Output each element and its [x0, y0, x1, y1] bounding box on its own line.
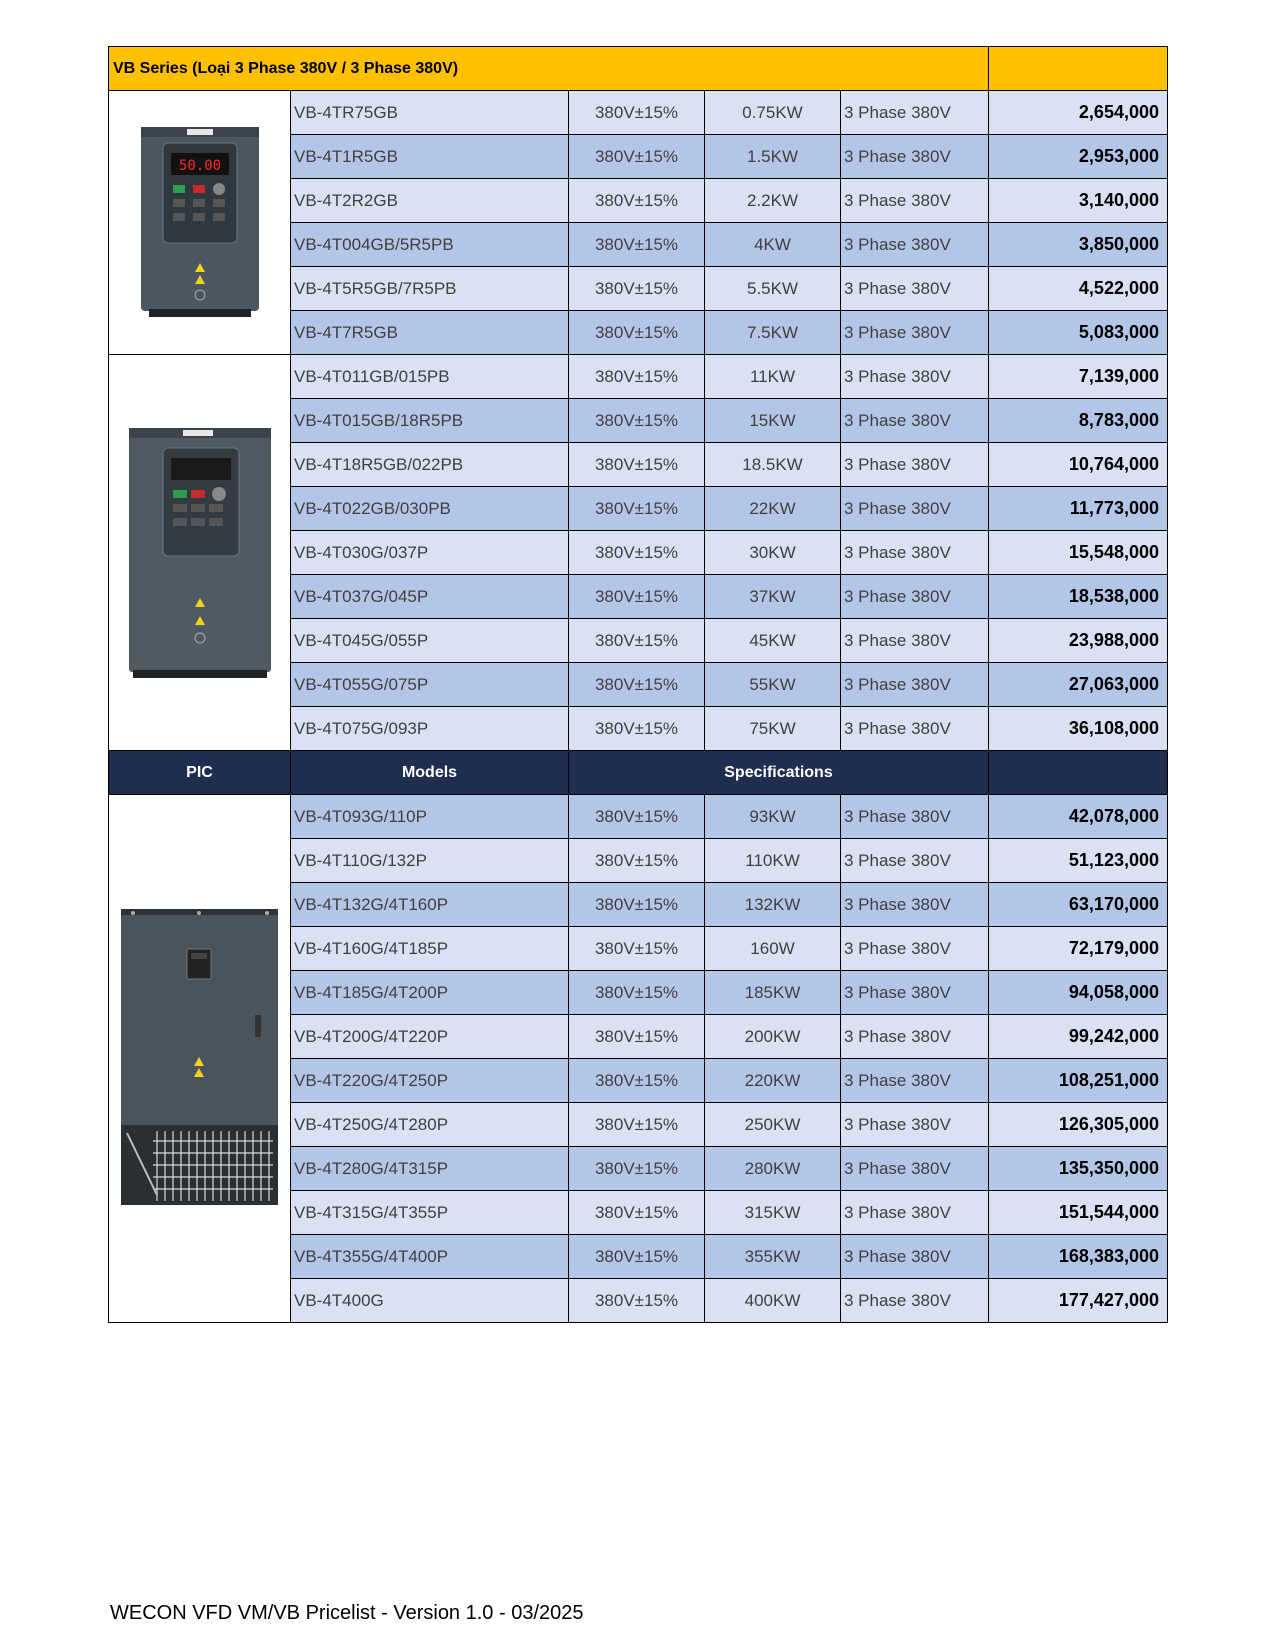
phase-cell: 3 Phase 380V	[841, 267, 989, 311]
pic-cell-medium	[109, 355, 291, 751]
phase-cell: 3 Phase 380V	[841, 927, 989, 971]
voltage-cell: 380V±15%	[569, 267, 705, 311]
model-cell: VB-4T015GB/18R5PB	[291, 399, 569, 443]
power-cell: 355KW	[705, 1235, 841, 1279]
price-cell: 8,783,000	[989, 399, 1168, 443]
price-cell: 51,123,000	[989, 839, 1168, 883]
header-pic: PIC	[109, 751, 291, 795]
pic-cell-large	[109, 795, 291, 1323]
model-cell: VB-4T315G/4T355P	[291, 1191, 569, 1235]
price-cell: 108,251,000	[989, 1059, 1168, 1103]
power-cell: 315KW	[705, 1191, 841, 1235]
price-cell: 15,548,000	[989, 531, 1168, 575]
price-cell: 5,083,000	[989, 311, 1168, 355]
phase-cell: 3 Phase 380V	[841, 883, 989, 927]
price-cell: 135,350,000	[989, 1147, 1168, 1191]
price-table	[108, 46, 1168, 1323]
header-models: Models	[291, 751, 569, 795]
power-cell: 7.5KW	[705, 311, 841, 355]
power-cell: 132KW	[705, 883, 841, 927]
phase-cell: 3 Phase 380V	[841, 619, 989, 663]
model-cell: VB-4T355G/4T400P	[291, 1235, 569, 1279]
phase-cell: 3 Phase 380V	[841, 1279, 989, 1323]
power-cell: 220KW	[705, 1059, 841, 1103]
phase-cell: 3 Phase 380V	[841, 1191, 989, 1235]
voltage-cell: 380V±15%	[569, 575, 705, 619]
phase-cell: 3 Phase 380V	[841, 223, 989, 267]
power-cell: 110KW	[705, 839, 841, 883]
voltage-cell: 380V±15%	[569, 1191, 705, 1235]
power-cell: 250KW	[705, 1103, 841, 1147]
phase-cell: 3 Phase 380V	[841, 795, 989, 839]
column-header-row	[109, 751, 1168, 795]
header-price	[989, 751, 1168, 795]
phase-cell: 3 Phase 380V	[841, 531, 989, 575]
power-cell: 30KW	[705, 531, 841, 575]
voltage-cell: 380V±15%	[569, 795, 705, 839]
model-cell: VB-4T075G/093P	[291, 707, 569, 751]
phase-cell: 3 Phase 380V	[841, 311, 989, 355]
price-cell: 2,654,000	[989, 91, 1168, 135]
table-row	[109, 91, 1168, 135]
voltage-cell: 380V±15%	[569, 971, 705, 1015]
power-cell: 15KW	[705, 399, 841, 443]
power-cell: 185KW	[705, 971, 841, 1015]
price-cell: 18,538,000	[989, 575, 1168, 619]
power-cell: 1.5KW	[705, 135, 841, 179]
voltage-cell: 380V±15%	[569, 883, 705, 927]
voltage-cell: 380V±15%	[569, 1147, 705, 1191]
phase-cell: 3 Phase 380V	[841, 839, 989, 883]
price-cell: 151,544,000	[989, 1191, 1168, 1235]
price-cell: 10,764,000	[989, 443, 1168, 487]
model-cell: VB-4T185G/4T200P	[291, 971, 569, 1015]
power-cell: 11KW	[705, 355, 841, 399]
phase-cell: 3 Phase 380V	[841, 663, 989, 707]
series-title-row	[109, 47, 1168, 91]
power-cell: 18.5KW	[705, 443, 841, 487]
price-cell: 94,058,000	[989, 971, 1168, 1015]
model-cell: VB-4T011GB/015PB	[291, 355, 569, 399]
voltage-cell: 380V±15%	[569, 1015, 705, 1059]
power-cell: 4KW	[705, 223, 841, 267]
phase-cell: 3 Phase 380V	[841, 1147, 989, 1191]
phase-cell: 3 Phase 380V	[841, 707, 989, 751]
voltage-cell: 380V±15%	[569, 1279, 705, 1323]
series-title: VB Series (Loại 3 Phase 380V / 3 Phase 380V)	[109, 47, 989, 91]
voltage-cell: 380V±15%	[569, 355, 705, 399]
phase-cell: 3 Phase 380V	[841, 399, 989, 443]
phase-cell: 3 Phase 380V	[841, 179, 989, 223]
display-readout: 50.00	[178, 157, 221, 174]
phase-cell: 3 Phase 380V	[841, 487, 989, 531]
model-cell: VB-4T004GB/5R5PB	[291, 223, 569, 267]
power-cell: 0.75KW	[705, 91, 841, 135]
model-cell: VB-4T250G/4T280P	[291, 1103, 569, 1147]
series-title-price-cell	[989, 47, 1168, 91]
phase-cell: 3 Phase 380V	[841, 443, 989, 487]
price-cell: 36,108,000	[989, 707, 1168, 751]
phase-cell: 3 Phase 380V	[841, 1103, 989, 1147]
phase-cell: 3 Phase 380V	[841, 575, 989, 619]
header-specifications: Specifications	[569, 751, 989, 795]
model-cell: VB-4T2R2GB	[291, 179, 569, 223]
power-cell: 93KW	[705, 795, 841, 839]
model-cell: VB-4T022GB/030PB	[291, 487, 569, 531]
price-cell: 4,522,000	[989, 267, 1168, 311]
phase-cell: 3 Phase 380V	[841, 1235, 989, 1279]
voltage-cell: 380V±15%	[569, 663, 705, 707]
model-cell: VB-4T280G/4T315P	[291, 1147, 569, 1191]
voltage-cell: 380V±15%	[569, 1103, 705, 1147]
voltage-cell: 380V±15%	[569, 1059, 705, 1103]
price-cell: 7,139,000	[989, 355, 1168, 399]
model-cell: VB-4T5R5GB/7R5PB	[291, 267, 569, 311]
phase-cell: 3 Phase 380V	[841, 1015, 989, 1059]
voltage-cell: 380V±15%	[569, 179, 705, 223]
price-cell: 23,988,000	[989, 619, 1168, 663]
voltage-cell: 380V±15%	[569, 135, 705, 179]
price-cell: 3,140,000	[989, 179, 1168, 223]
model-cell: VB-4T1R5GB	[291, 135, 569, 179]
power-cell: 45KW	[705, 619, 841, 663]
model-cell: VB-4T200G/4T220P	[291, 1015, 569, 1059]
power-cell: 55KW	[705, 663, 841, 707]
model-cell: VB-4T045G/055P	[291, 619, 569, 663]
voltage-cell: 380V±15%	[569, 619, 705, 663]
model-cell: VB-4T093G/110P	[291, 795, 569, 839]
voltage-cell: 380V±15%	[569, 487, 705, 531]
power-cell: 160W	[705, 927, 841, 971]
voltage-cell: 380V±15%	[569, 707, 705, 751]
power-cell: 280KW	[705, 1147, 841, 1191]
voltage-cell: 380V±15%	[569, 1235, 705, 1279]
price-cell: 42,078,000	[989, 795, 1168, 839]
voltage-cell: 380V±15%	[569, 91, 705, 135]
voltage-cell: 380V±15%	[569, 311, 705, 355]
model-cell: VB-4T037G/045P	[291, 575, 569, 619]
power-cell: 2.2KW	[705, 179, 841, 223]
price-cell: 3,850,000	[989, 223, 1168, 267]
power-cell: 200KW	[705, 1015, 841, 1059]
page-footer: WECON VFD VM/VB Pricelist - Version 1.0 - 03/2025	[110, 1602, 584, 1624]
power-cell: 400KW	[705, 1279, 841, 1323]
price-cell: 168,383,000	[989, 1235, 1168, 1279]
vfd-small-image	[135, 123, 265, 323]
voltage-cell: 380V±15%	[569, 531, 705, 575]
price-cell: 72,179,000	[989, 927, 1168, 971]
price-cell: 27,063,000	[989, 663, 1168, 707]
power-cell: 37KW	[705, 575, 841, 619]
model-cell: VB-4T132G/4T160P	[291, 883, 569, 927]
voltage-cell: 380V±15%	[569, 839, 705, 883]
vfd-large-cabinet-image	[117, 905, 282, 1213]
table-row	[109, 795, 1168, 839]
model-cell: VB-4T400G	[291, 1279, 569, 1323]
phase-cell: 3 Phase 380V	[841, 1059, 989, 1103]
voltage-cell: 380V±15%	[569, 927, 705, 971]
table-row	[109, 355, 1168, 399]
vfd-medium-image	[125, 424, 275, 682]
power-cell: 5.5KW	[705, 267, 841, 311]
price-cell: 126,305,000	[989, 1103, 1168, 1147]
price-cell: 99,242,000	[989, 1015, 1168, 1059]
voltage-cell: 380V±15%	[569, 399, 705, 443]
model-cell: VB-4T110G/132P	[291, 839, 569, 883]
price-cell: 2,953,000	[989, 135, 1168, 179]
price-cell: 63,170,000	[989, 883, 1168, 927]
voltage-cell: 380V±15%	[569, 443, 705, 487]
phase-cell: 3 Phase 380V	[841, 971, 989, 1015]
model-cell: VB-4T220G/4T250P	[291, 1059, 569, 1103]
model-cell: VB-4T055G/075P	[291, 663, 569, 707]
model-cell: VB-4T030G/037P	[291, 531, 569, 575]
phase-cell: 3 Phase 380V	[841, 91, 989, 135]
model-cell: VB-4T160G/4T185P	[291, 927, 569, 971]
model-cell: VB-4T7R5GB	[291, 311, 569, 355]
phase-cell: 3 Phase 380V	[841, 355, 989, 399]
phase-cell: 3 Phase 380V	[841, 135, 989, 179]
model-cell: VB-4TR75GB	[291, 91, 569, 135]
model-cell: VB-4T18R5GB/022PB	[291, 443, 569, 487]
pic-cell-small	[109, 91, 291, 355]
power-cell: 75KW	[705, 707, 841, 751]
voltage-cell: 380V±15%	[569, 223, 705, 267]
power-cell: 22KW	[705, 487, 841, 531]
price-cell: 11,773,000	[989, 487, 1168, 531]
price-cell: 177,427,000	[989, 1279, 1168, 1323]
